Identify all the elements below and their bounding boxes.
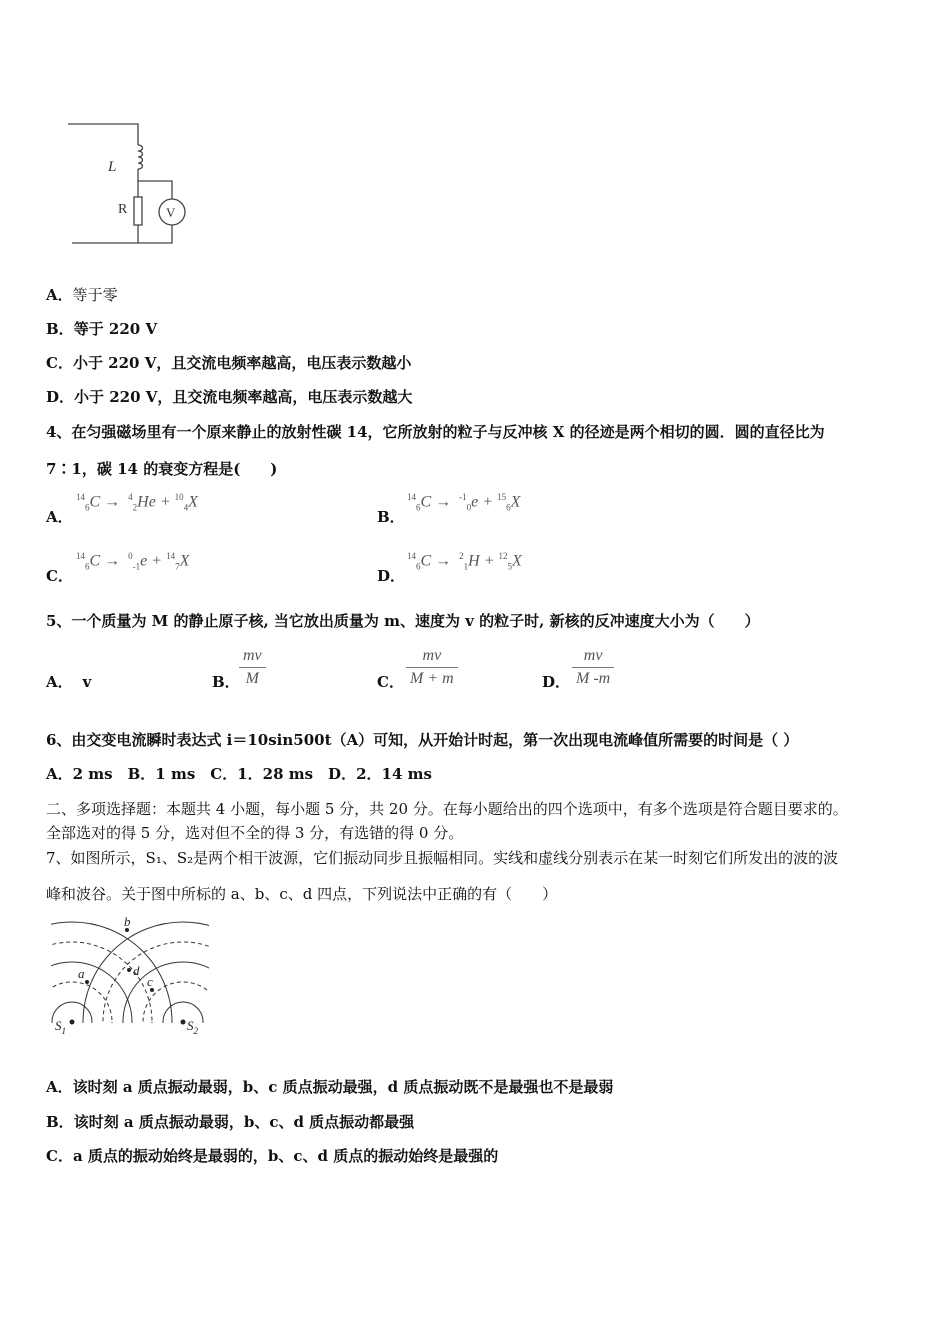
q4-option-b-letter: B．: [377, 508, 405, 526]
q4-option-a-letter: A．: [46, 508, 73, 526]
q4-option-d-equation: $^{14}_6$C → $^2_1$H + $^{12}_5$X: [407, 551, 522, 572]
point-a-dot: [85, 980, 89, 984]
q5-option-b-letter: B．: [212, 673, 240, 691]
source-s1-label: $S_1$: [55, 1018, 66, 1036]
q5-option-d-letter: D．: [542, 673, 571, 691]
circuit-diagram: [60, 115, 200, 250]
q5-option-d-fraction: mv M -m: [572, 647, 614, 688]
q4-option-d-letter: D．: [377, 567, 406, 585]
voltmeter-label: V: [166, 205, 176, 220]
q4-stem-line1: 4、在匀强磁场里有一个原来静止的放射性碳 14，它所放射的粒子与反冲核 X 的径迹是两个相切的圆．圆的直径比为: [46, 423, 825, 441]
q5-stem: 5、一个质量为 M 的静止原子核, 当它放出质量为 m、速度为 v 的粒子时, 新核的反冲速度大小为（ ）: [46, 612, 760, 630]
source-s2-label: $S_2$: [187, 1018, 198, 1036]
q5-option-a: A． v: [46, 673, 92, 691]
resistor-label: R: [118, 202, 128, 217]
q5-option-c-letter: C．: [377, 673, 404, 691]
q4-option-c-letter: C．: [46, 567, 73, 585]
q7-option-b: B．该时刻 a 质点振动最弱，b、c、d 质点振动都最强: [46, 1113, 415, 1131]
q3-option-a: A．等于零: [46, 286, 118, 304]
section2-heading-line2: 全部选对的得 5 分，选对但不全的得 3 分，有选错的得 0 分。: [46, 824, 464, 842]
q7-option-c: C．a 质点的振动始终是最弱的，b、c、d 质点的振动始终是最强的: [46, 1147, 499, 1165]
point-b-label: b: [124, 914, 131, 929]
wave-interference-diagram: [45, 912, 215, 1042]
q7-option-a: A．该时刻 a 质点振动最弱，b、c 质点振动最强，d 质点振动既不是最强也不是最弱: [46, 1078, 614, 1096]
q7-stem-line1: 7、如图所示，S₁、S₂是两个相干波源，它们振动同步且振幅相同。实线和虚线分别表示在某一时刻它们所发出的波的波: [46, 849, 839, 867]
q6-options: A．2 ms B．1 ms C．1．28 ms D．2．14 ms: [46, 765, 432, 783]
q4-option-a-equation: $^{14}_6$C → $^4_2$He + $^{10}_4$X: [76, 492, 198, 513]
q3-option-c: C．小于 220 V，且交流电频率越高，电压表示数越小: [46, 354, 412, 372]
q3-option-d: D．小于 220 V，且交流电频率越高，电压表示数越大: [46, 388, 413, 406]
q4-option-b-equation: $^{14}_6$C → $^{-1}_0$e + $^{15}_6$X: [407, 492, 521, 513]
q4-stem-line2: 7∶1，碳 14 的衰变方程是( ): [46, 460, 278, 478]
q3-option-b: B．等于 220 V: [46, 320, 158, 338]
q7-stem-line2: 峰和波谷。关于图中所标的 a、b、c、d 四点，下列说法中正确的有（ ）: [46, 885, 558, 903]
q6-stem: 6、由交变电流瞬时表达式 i＝10sin500t（A）可知，从开始计时起，第一次出现电流峰值所需要的时间是（ ）: [46, 731, 799, 749]
source-s2-dot: [181, 1020, 186, 1025]
q4-option-c-equation: $^{14}_6$C → $^0_{-1}$e + $^{14}_7$X: [76, 551, 190, 572]
point-a-label: a: [78, 966, 85, 981]
point-c-label: c: [147, 974, 153, 989]
point-d-label: d: [133, 963, 140, 978]
q5-option-c-fraction: mv M + m: [406, 647, 458, 688]
inductor-label: L: [108, 159, 117, 175]
source-s1-dot: [70, 1020, 75, 1025]
section2-heading-line1: 二、多项选择题：本题共 4 小题，每小题 5 分，共 20 分。在每小题给出的四个选项中，有多个选项是符合题目要求的。: [46, 800, 848, 818]
point-d-dot: [127, 968, 131, 972]
q5-option-b-fraction: mv M: [239, 647, 266, 688]
